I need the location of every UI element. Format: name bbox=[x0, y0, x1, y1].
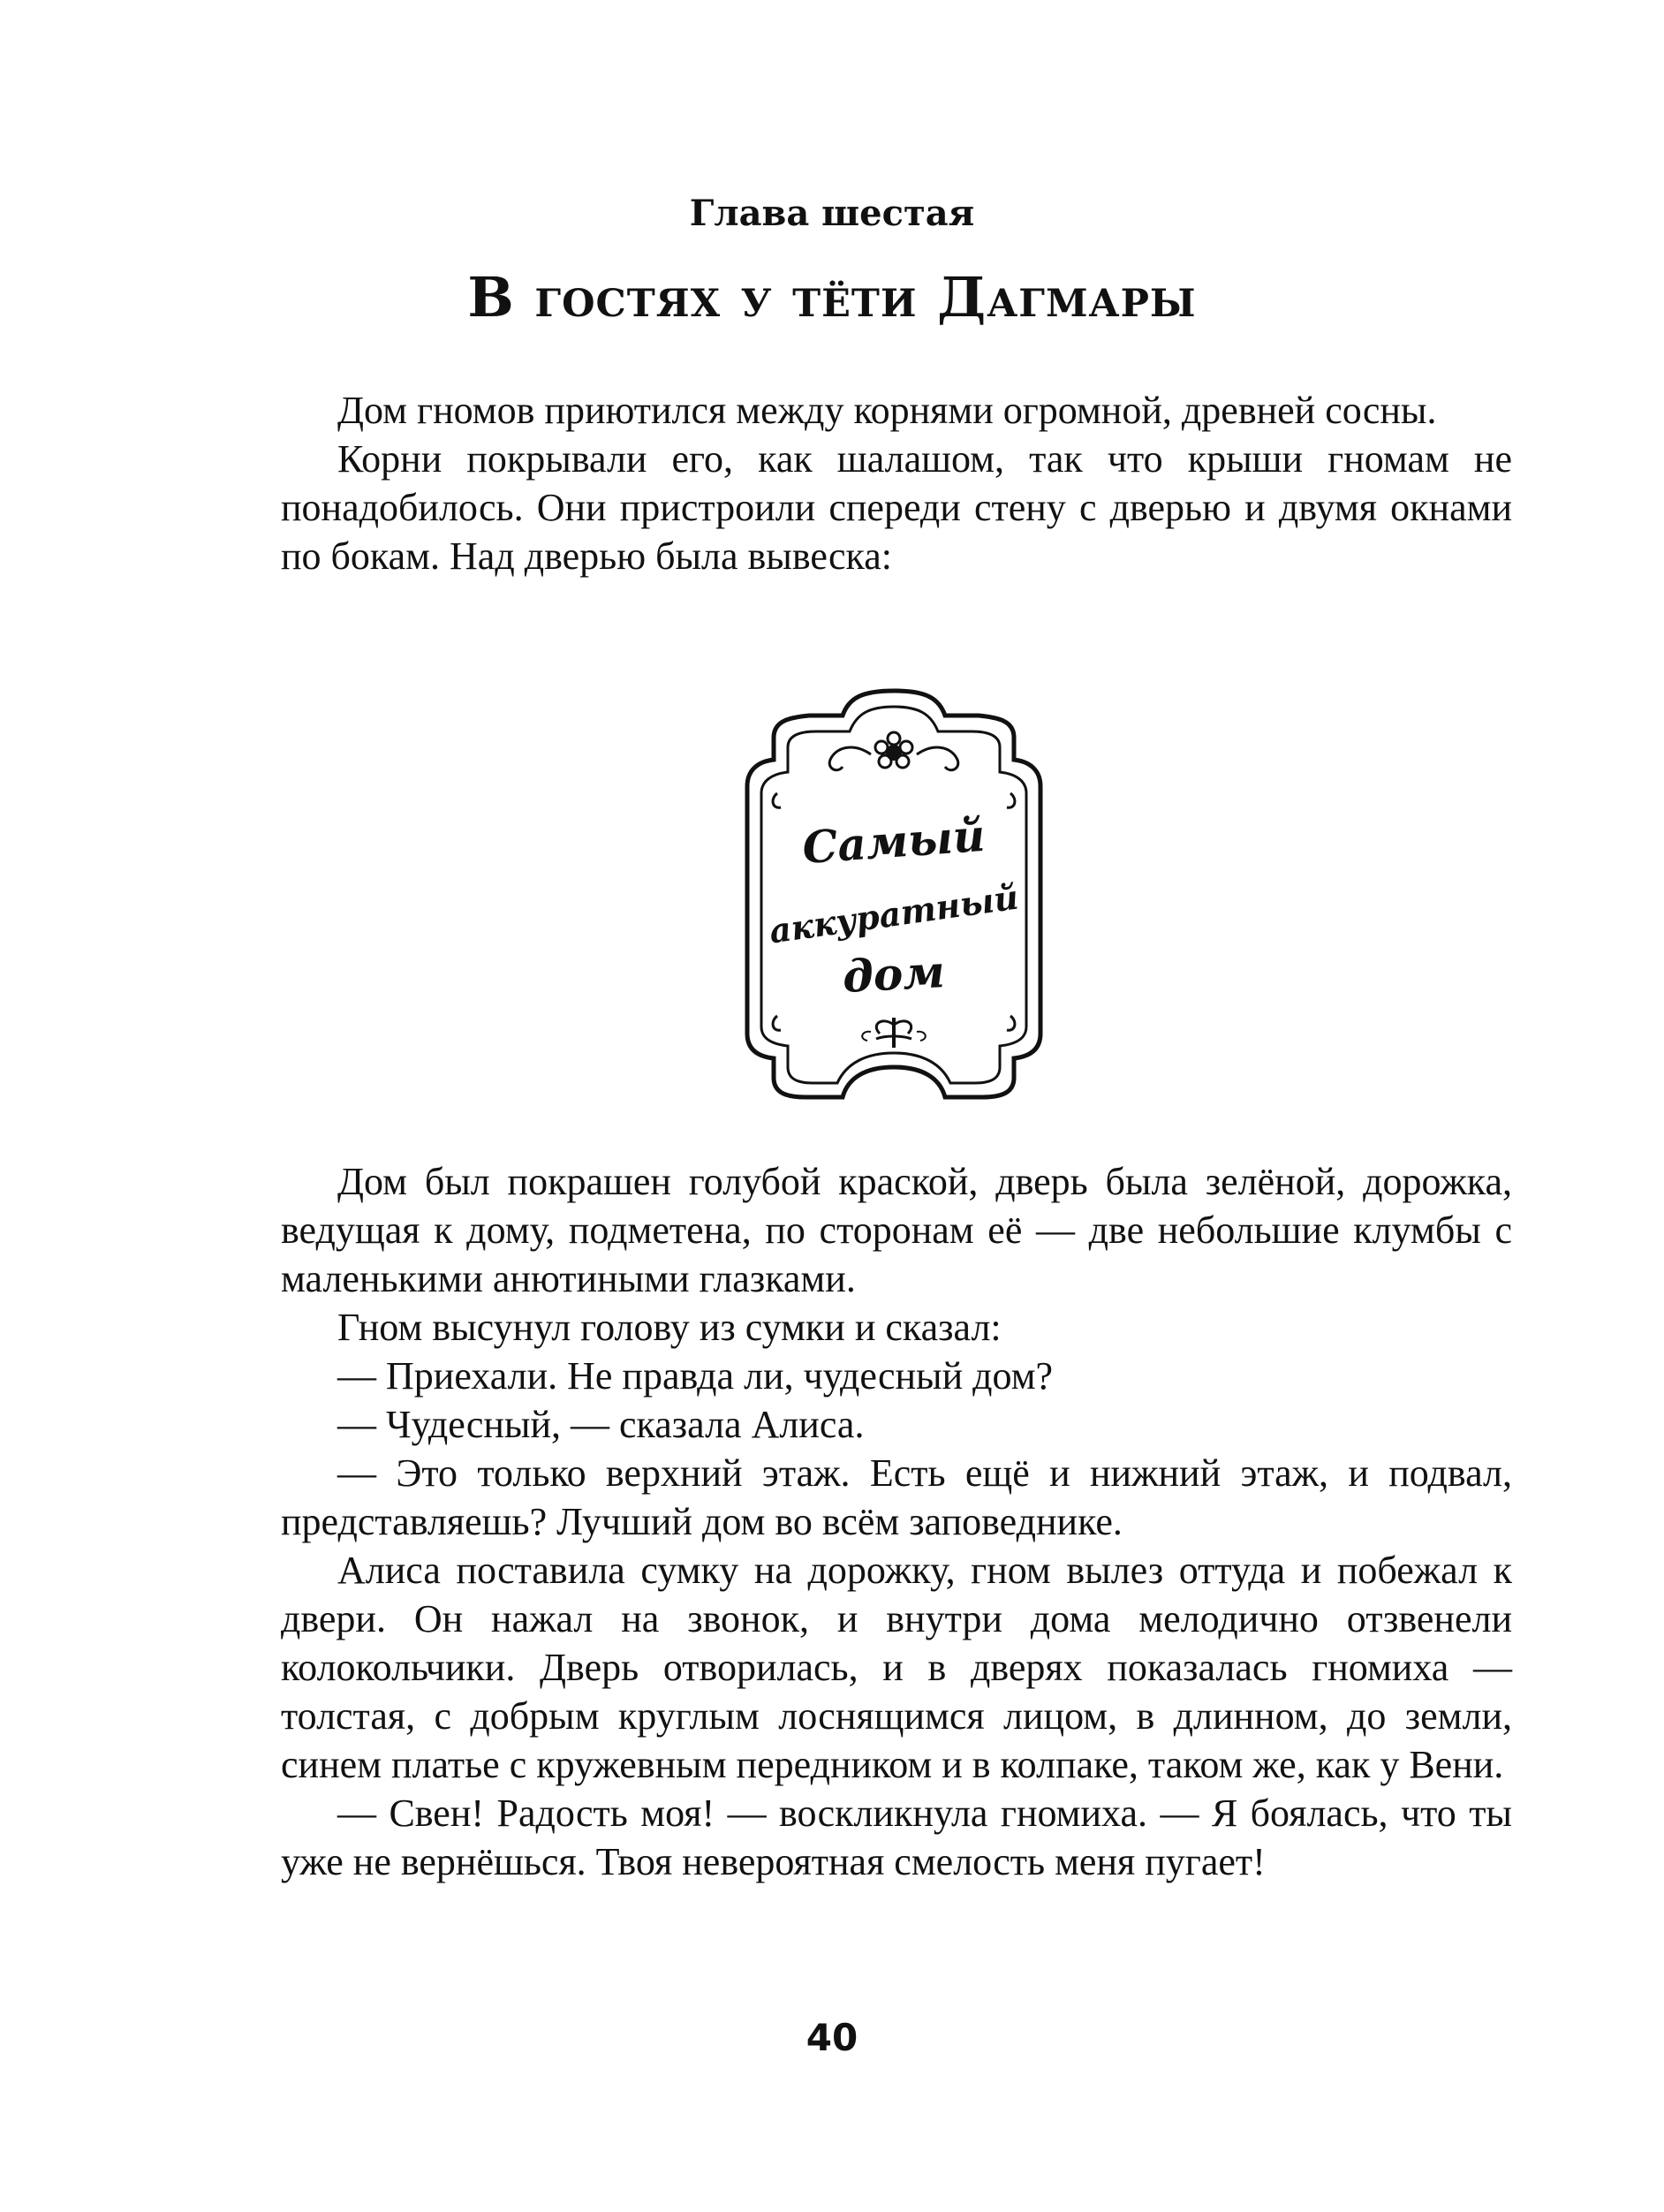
text-block-bottom bbox=[281, 1157, 1512, 1886]
paragraph: Дом гномов приютился между корнями огромной, древней сосны. bbox=[337, 389, 1437, 432]
text-block-top bbox=[281, 386, 1512, 580]
paragraph: Корни покрывали его, как шалашом, так что крыши гномам не понадобилось. Они пристроили спереди стену с дверью и двумя окнами по бокам. Над дверью была вывеска: bbox=[281, 437, 1512, 578]
sign-line-3: дом bbox=[841, 945, 947, 1003]
chapter-label: Глава шестая bbox=[689, 193, 975, 234]
paragraph: — Чудесный, — сказала Алиса. bbox=[337, 1403, 865, 1446]
chapter-title: В гостях у тёти Дагмары bbox=[467, 265, 1197, 330]
house-sign-drawing bbox=[738, 689, 1049, 1104]
paragraph: — Это только верхний этаж. Есть ещё и нижний этаж, и подвал, представляешь? Лучший дом во всём заповеднике. bbox=[281, 1451, 1512, 1543]
page-number: 40 bbox=[806, 2016, 858, 2059]
house-sign-illustration bbox=[738, 689, 1049, 1104]
paragraph: Алиса поставила сумку на дорожку, гном вылез оттуда и побежал к двери. Он нажал на звонок, и внутри дома мелодично отзвенели колокольчики. Дверь отворилась, и в дверях показалась гномиха — толстая, с добрым круглым лоснящимся лицом, в длинном, до земли, синем платье с кружевным передником и в колпаке, таком же, как у Вени. bbox=[281, 1549, 1512, 1786]
paragraph: — Свен! Радость моя! — воскликнула гномиха. — Я боялась, что ты уже не вернёшься. Твоя невероятная смелость меня пугает! bbox=[281, 1792, 1512, 1883]
sign-line-1: Самый bbox=[800, 808, 987, 875]
paragraph: Дом был покрашен голубой краской, дверь была зелёной, дорожка, ведущая к дому, подметена, по сторонам её — две небольшие клумбы с маленькими анютиными глазками. bbox=[281, 1160, 1512, 1300]
sign-line-2: аккуратный bbox=[767, 876, 1021, 951]
paragraph: Гном высунул голову из сумки и сказал: bbox=[337, 1306, 1002, 1349]
paragraph: — Приехали. Не правда ли, чудесный дом? bbox=[337, 1354, 1054, 1398]
